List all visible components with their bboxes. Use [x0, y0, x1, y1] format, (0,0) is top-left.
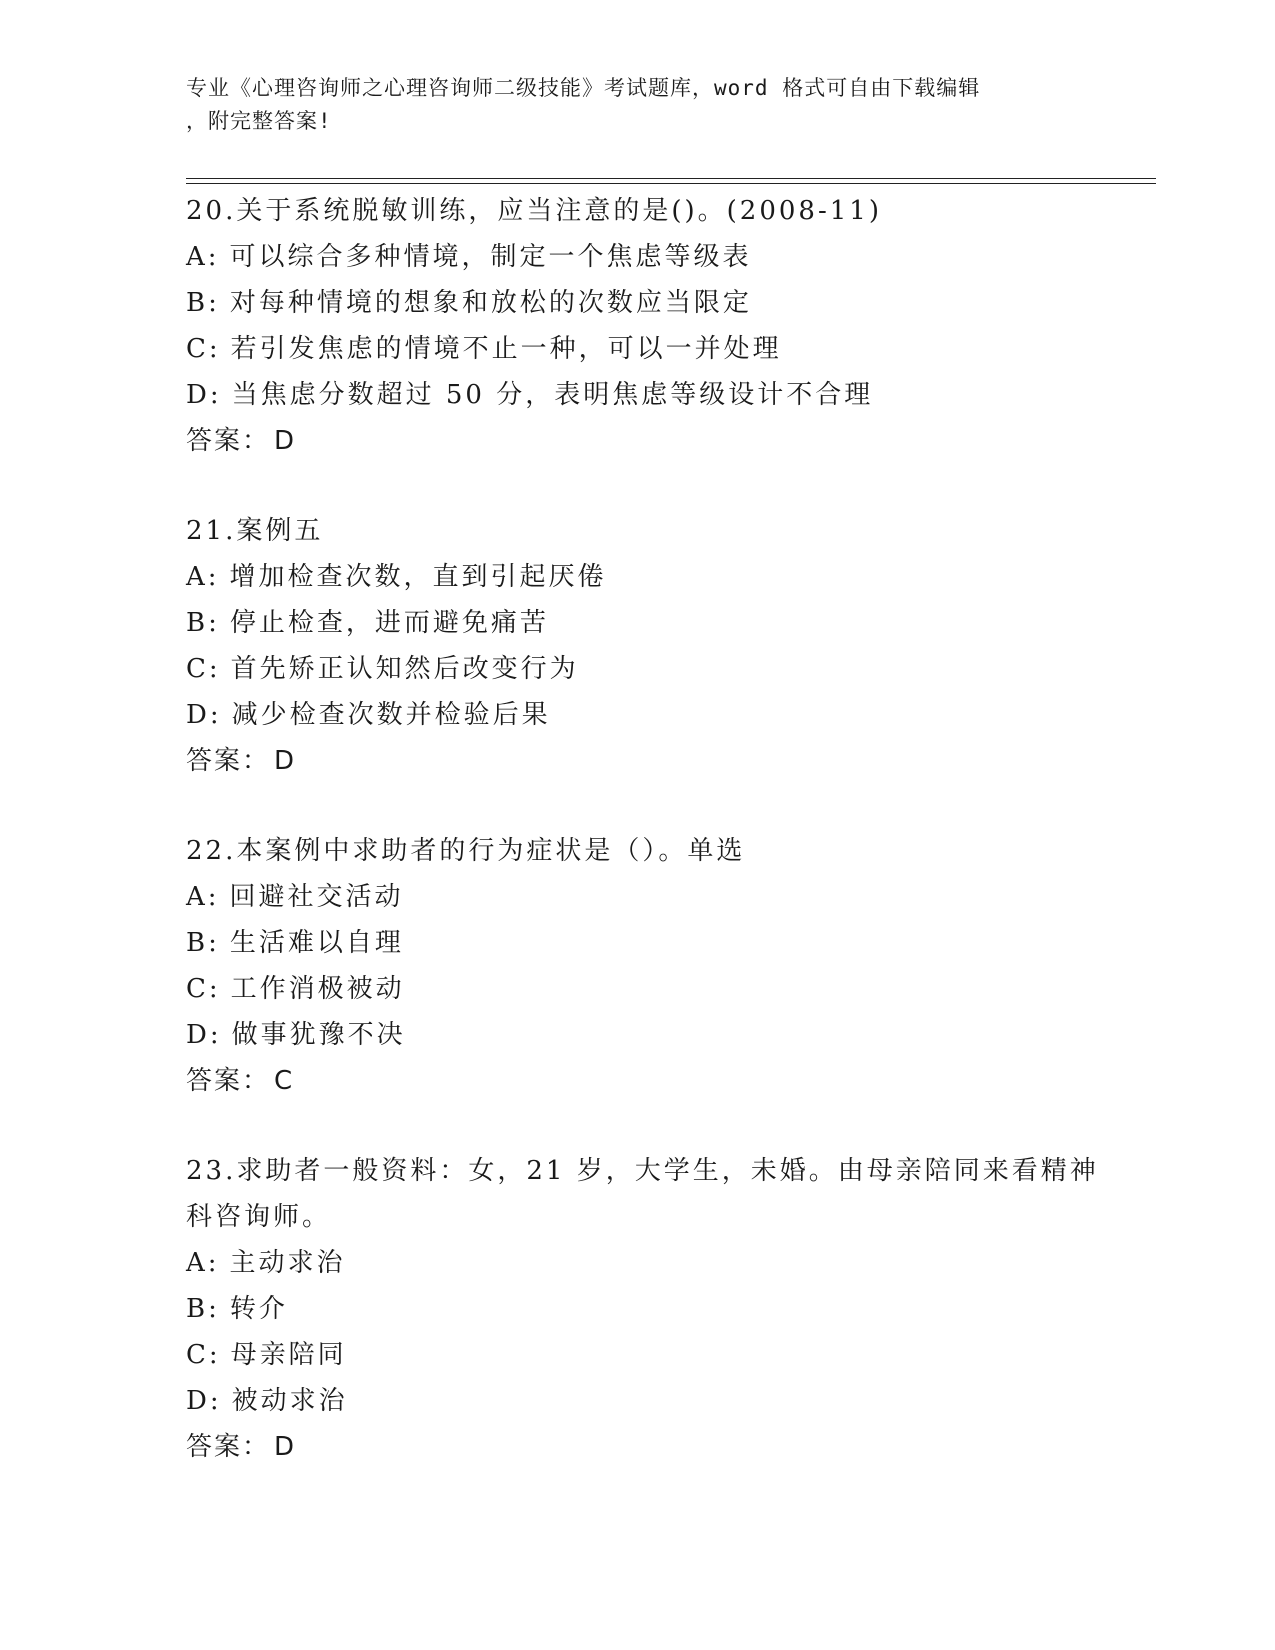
header-line-2: ，附完整答案!	[186, 109, 332, 133]
question-stem: 22.本案例中求助者的行为症状是（）。单选	[186, 836, 746, 866]
option-text: 当焦虑分数超过 50 分，表明焦虑等级设计不合理	[231, 380, 874, 410]
option-letter: C:	[186, 334, 221, 364]
option-text: 对每种情境的想象和放松的次数应当限定	[229, 288, 752, 318]
option-d	[186, 1378, 1186, 1424]
answer-value: C	[274, 1066, 295, 1096]
spacer	[186, 784, 1186, 828]
option-letter: B:	[186, 288, 220, 318]
answer-line	[186, 738, 1186, 784]
option-letter: D:	[186, 1020, 222, 1050]
option-text: 可以综合多种情境，制定一个焦虑等级表	[229, 242, 752, 272]
answer-label: 答案：	[186, 426, 271, 456]
option-text: 增加检查次数，直到引起厌倦	[229, 562, 607, 592]
question-block	[186, 508, 1186, 784]
question-stem: 23.求助者一般资料：女，21 岁，大学生，未婚。由母亲陪同来看精神	[186, 1156, 1099, 1186]
header-rule-top	[186, 178, 1156, 179]
option-text: 生活难以自理	[229, 928, 404, 958]
answer-value: D	[274, 746, 297, 776]
option-c	[186, 1332, 1186, 1378]
answer-value: D	[274, 1432, 297, 1462]
answer-value: D	[274, 426, 297, 456]
question-list	[186, 188, 1186, 1470]
option-text: 工作消极被动	[230, 974, 405, 1004]
option-b	[186, 920, 1186, 966]
option-letter: D:	[186, 1386, 222, 1416]
option-letter: B:	[186, 928, 220, 958]
option-letter: B:	[186, 608, 220, 638]
question-block	[186, 1148, 1186, 1470]
option-a	[186, 1240, 1186, 1286]
answer-label: 答案：	[186, 1066, 271, 1096]
option-b	[186, 280, 1186, 326]
option-text: 转介	[229, 1294, 288, 1324]
spacer	[186, 1104, 1186, 1148]
option-letter: A:	[186, 882, 220, 912]
spacer	[186, 464, 1186, 508]
option-text: 被动求治	[231, 1386, 348, 1416]
option-d	[186, 372, 1186, 418]
answer-line	[186, 418, 1186, 464]
option-letter: C:	[186, 1340, 221, 1370]
option-letter: C:	[186, 654, 221, 684]
option-a	[186, 874, 1186, 920]
answer-line	[186, 1058, 1186, 1104]
document-header	[186, 72, 1086, 138]
answer-label: 答案：	[186, 746, 271, 776]
answer-label: 答案：	[186, 1432, 271, 1462]
question-stem-continued: 科咨询师。	[186, 1202, 332, 1232]
option-text: 若引发焦虑的情境不止一种，可以一并处理	[230, 334, 782, 364]
option-letter: B:	[186, 1294, 220, 1324]
option-a	[186, 554, 1186, 600]
option-b	[186, 600, 1186, 646]
option-letter: D:	[186, 700, 222, 730]
option-d	[186, 1012, 1186, 1058]
option-a	[186, 234, 1186, 280]
option-letter: C:	[186, 974, 221, 1004]
header-line-1: 专业《心理咨询师之心理咨询师二级技能》考试题库，word 格式可自由下载编辑	[186, 76, 981, 100]
question-stem: 21.案例五	[186, 516, 324, 546]
option-text: 减少检查次数并检验后果	[231, 700, 551, 730]
option-text: 母亲陪同	[230, 1340, 347, 1370]
option-d	[186, 692, 1186, 738]
option-c	[186, 646, 1186, 692]
question-block	[186, 828, 1186, 1104]
answer-line	[186, 1424, 1186, 1470]
header-rule-bottom	[186, 183, 1156, 184]
question-stem: 20.关于系统脱敏训练，应当注意的是()。(2008-11)	[186, 196, 882, 226]
option-letter: A:	[186, 242, 220, 272]
option-text: 回避社交活动	[229, 882, 404, 912]
option-letter: A:	[186, 1248, 220, 1278]
question-block	[186, 188, 1186, 464]
option-text: 主动求治	[229, 1248, 346, 1278]
option-text: 做事犹豫不决	[231, 1020, 406, 1050]
option-c	[186, 966, 1186, 1012]
option-text: 停止检查，进而避免痛苦	[229, 608, 549, 638]
option-letter: D:	[186, 380, 222, 410]
option-c	[186, 326, 1186, 372]
option-text: 首先矫正认知然后改变行为	[230, 654, 579, 684]
option-b	[186, 1286, 1186, 1332]
option-letter: A:	[186, 562, 220, 592]
